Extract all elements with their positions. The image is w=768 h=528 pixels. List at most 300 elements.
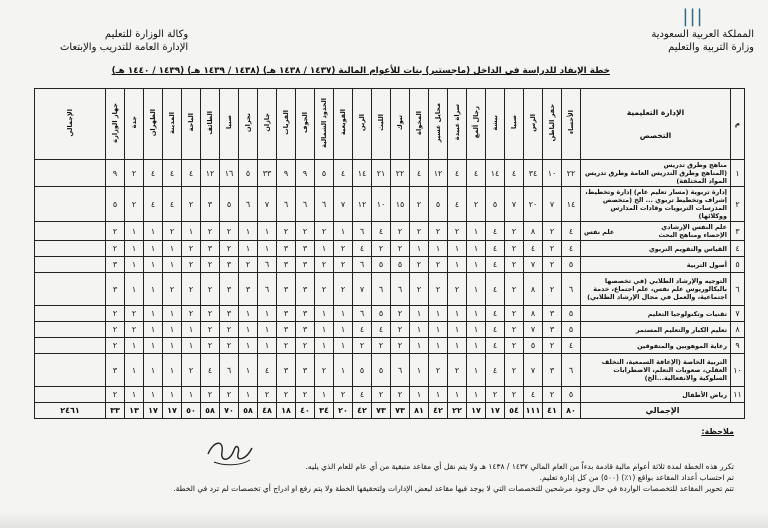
seat-count-cell: ٢ — [315, 257, 334, 273]
column-header — [106, 89, 125, 160]
column-header — [220, 89, 239, 160]
total-value-cell: ١٧ — [144, 403, 163, 419]
seat-count-cell: ٢ — [505, 354, 524, 387]
seat-count-cell: ١ — [334, 354, 353, 387]
seat-count-cell: ٢ — [315, 354, 334, 387]
column-header-label: حفر الباطن — [547, 103, 556, 142]
seat-count-cell: ١٠ — [372, 187, 391, 222]
row-number: ١ — [731, 160, 745, 187]
seat-count-cell: ٢ — [182, 187, 201, 222]
seat-count-cell: ٢ — [334, 257, 353, 273]
seat-count-cell: ١ — [448, 241, 467, 257]
seat-count-cell: ٧ — [505, 187, 524, 222]
row-number: ٤ — [731, 241, 745, 257]
column-header — [201, 89, 220, 160]
seat-count-cell: ٢ — [125, 306, 144, 322]
seat-count-cell: ٦ — [391, 354, 410, 387]
seat-count-cell: ١ — [239, 306, 258, 322]
seat-count-cell: ٤ — [353, 241, 372, 257]
seat-count-cell: ٢ — [410, 187, 429, 222]
seat-count-cell: ١ — [125, 273, 144, 306]
seat-count-cell: ٥ — [562, 387, 581, 403]
specialty-group: علم نفس — [584, 228, 615, 236]
seat-count-cell: ٢١ — [372, 160, 391, 187]
seat-count-cell: ٥ — [486, 187, 505, 222]
seat-count-cell: ٣ — [106, 273, 125, 306]
seat-count-cell: ١ — [410, 338, 429, 354]
seat-count-cell: ٢ — [163, 222, 182, 241]
seat-count-cell: ١ — [334, 338, 353, 354]
row-number: ٩ — [731, 338, 745, 354]
header-right — [651, 28, 754, 54]
column-header — [277, 89, 296, 160]
seat-count-cell: ١ — [410, 241, 429, 257]
seat-count-cell: ١ — [163, 322, 182, 338]
specialty-cell — [581, 241, 731, 257]
column-header-label: نجران — [243, 113, 252, 132]
seat-count-cell: ٢ — [543, 257, 562, 273]
seat-count-cell: ٢ — [220, 241, 239, 257]
seat-count-cell: ٦ — [258, 257, 277, 273]
total-value-cell: ٤٨ — [258, 403, 277, 419]
seat-count-cell: ٦ — [353, 222, 372, 241]
column-header-label: رجال ألمع — [471, 106, 480, 139]
column-header — [353, 89, 372, 160]
seat-count-cell — [35, 241, 106, 257]
specialty-name: إدارة تربوية (مسار تعليم عام) إدارة وتخطيط، إشراف وتخطيط تربوي ... الخ (متخصص المدرسات التربويات وقادات المدارس ووكلائها) — [585, 188, 727, 220]
seat-count-cell: ٤ — [486, 257, 505, 273]
seat-count-cell: ٢ — [505, 273, 524, 306]
seat-count-cell: ٢ — [182, 241, 201, 257]
column-header — [505, 89, 524, 160]
seat-count-cell: ٢ — [505, 338, 524, 354]
seat-count-cell: ٣ — [277, 354, 296, 387]
seat-count-cell: ١٢ — [201, 160, 220, 187]
seat-count-cell: ٢ — [410, 273, 429, 306]
table-row — [35, 160, 745, 187]
seat-count-cell: ٢ — [391, 306, 410, 322]
total-value-cell: ١٧ — [486, 403, 505, 419]
seat-count-cell: ١ — [410, 354, 429, 387]
seat-count-cell: ٣٤ — [524, 160, 543, 187]
ministry-name: وزارة التربية والتعليم — [668, 42, 754, 53]
seat-count-cell: ٢ — [391, 322, 410, 338]
seat-count-cell: ٣ — [201, 187, 220, 222]
seat-count-cell: ١ — [125, 257, 144, 273]
seat-count-cell: ٤ — [562, 241, 581, 257]
seat-count-cell: ٦ — [239, 187, 258, 222]
column-header — [410, 89, 429, 160]
total-value-cell: ٣٤ — [315, 403, 334, 419]
seat-count-cell: ١ — [182, 338, 201, 354]
seat-count-cell: ٣ — [106, 354, 125, 387]
seat-count-cell: ٤ — [353, 387, 372, 403]
total-value-cell: ٤٠ — [296, 403, 315, 419]
seat-count-cell: ١ — [315, 387, 334, 403]
seat-count-cell: ٢ — [391, 338, 410, 354]
specialty-cell — [581, 222, 731, 241]
seat-count-cell: ١٢ — [353, 187, 372, 222]
seat-count-cell: ٢ — [182, 273, 201, 306]
seat-count-cell: ٢ — [182, 257, 201, 273]
seat-count-cell: ٣ — [277, 322, 296, 338]
column-header-label: الرين — [357, 113, 366, 131]
seat-count-cell: ١ — [163, 306, 182, 322]
seat-count-cell: ٣ — [543, 354, 562, 387]
note-item: تتم تحوير المقاعد للتخصصات الواردة في حال وجود مرشحين للتخصصات التي لا يوجد فيها مقاعد لبعض الإدارات ولتحقيقها الخطة ولا يتم رفع او ادراج أي تخصصات لم ترد في الخطة. — [173, 484, 734, 493]
seat-count-cell: ١ — [429, 387, 448, 403]
seat-count-cell: ١٥ — [391, 187, 410, 222]
column-header — [543, 89, 562, 160]
seat-count-cell: ٩ — [106, 160, 125, 187]
column-header-label: الباحة — [186, 113, 195, 132]
seat-count-cell: ٣ — [296, 354, 315, 387]
seat-count-cell — [35, 187, 106, 222]
seat-count-cell: ٥ — [562, 322, 581, 338]
seat-count-cell: ٥ — [372, 257, 391, 273]
seat-count-cell: ٤ — [562, 222, 581, 241]
seat-count-cell: ٣ — [296, 322, 315, 338]
seat-count-cell: ٤ — [524, 241, 543, 257]
total-label: الإجمالي — [581, 403, 745, 419]
total-value-cell: ٢٤٦١ — [35, 403, 106, 419]
seat-count-cell: ٨ — [524, 222, 543, 241]
seat-count-cell: ٤ — [372, 222, 391, 241]
seat-count-cell: ٤ — [486, 306, 505, 322]
seat-count-cell: ٢ — [201, 306, 220, 322]
total-value-cell: ٨٠ — [562, 403, 581, 419]
seat-count-cell: ١ — [410, 306, 429, 322]
seat-count-cell: ١ — [448, 322, 467, 338]
seat-count-cell: ٣ — [220, 257, 239, 273]
seat-count-cell: ١ — [258, 322, 277, 338]
column-header-label: المخواة — [414, 110, 423, 135]
agency-name: وكالة الوزارة للتعليم — [104, 29, 189, 40]
seat-count-cell: ١ — [258, 338, 277, 354]
seat-count-cell: ٣ — [239, 273, 258, 306]
seat-count-cell — [35, 160, 106, 187]
table-row — [35, 241, 745, 257]
column-header — [391, 89, 410, 160]
total-value-cell: ١٧ — [467, 403, 486, 419]
seat-count-cell: ١ — [163, 338, 182, 354]
seat-count-cell: ١ — [448, 387, 467, 403]
seat-count-cell: ١ — [467, 306, 486, 322]
seat-count-cell: ٥ — [239, 160, 258, 187]
seat-count-cell: ٢ — [277, 222, 296, 241]
seat-count-cell: ٢ — [429, 257, 448, 273]
table-row — [35, 273, 745, 306]
total-value-cell: ٨١ — [410, 403, 429, 419]
seat-count-cell: ٢ — [125, 160, 144, 187]
column-header-label: سراة عبيدة — [452, 104, 461, 141]
note-item: تكرر هذه الخطة لمدة ثلاثة أعوام مالية قادمة بدءاً من العام المالي ١٤٣٧ / ١٤٣٨ هـ ولا يتم نقل أي مقاعد متبقية من أي عام للعام الذي يليه. — [305, 462, 734, 471]
table-row — [35, 354, 745, 387]
total-value-cell: ٣٣ — [106, 403, 125, 419]
seat-count-cell: ٢ — [163, 273, 182, 306]
seat-count-cell: ٤ — [505, 160, 524, 187]
seat-count-cell: ٤ — [144, 160, 163, 187]
country-name: المملكة العربية السعودية — [651, 29, 754, 40]
seat-count-cell: ٤ — [448, 187, 467, 222]
seat-count-cell: ٦ — [562, 273, 581, 306]
seat-count-cell: ١ — [334, 222, 353, 241]
table-row — [35, 222, 745, 241]
seat-count-cell: ٢ — [467, 187, 486, 222]
column-header — [448, 89, 467, 160]
seat-count-cell: ١ — [144, 273, 163, 306]
seat-count-cell: ١ — [239, 241, 258, 257]
seat-count-cell: ٤ — [486, 222, 505, 241]
seat-count-cell: ٢ — [220, 338, 239, 354]
seat-count-cell: ٢ — [429, 354, 448, 387]
seat-count-cell: ٢ — [543, 241, 562, 257]
seat-count-cell: ١٢ — [429, 160, 448, 187]
seat-count-cell: ٤ — [163, 160, 182, 187]
seat-count-cell — [35, 354, 106, 387]
note-item: تم احتساب أعداد المقاعد بواقع (١٪) (٥٠٠) من كل إدارة تعليم. — [539, 473, 734, 482]
row-number: ٥ — [731, 257, 745, 273]
seat-count-cell: ٢ — [220, 222, 239, 241]
seat-count-cell: ٢ — [372, 241, 391, 257]
total-value-cell: ١٣ — [125, 403, 144, 419]
total-value-cell: ٧٣ — [391, 403, 410, 419]
row-number: ٦ — [731, 273, 745, 306]
seat-count-cell: ٤ — [486, 273, 505, 306]
seat-count-cell: ٢ — [448, 273, 467, 306]
seat-count-cell: ١ — [467, 273, 486, 306]
corner-header — [581, 89, 731, 160]
ministry-logo-icon: ||| — [682, 6, 704, 27]
column-header-label: الرس — [528, 113, 537, 132]
seat-count-cell: ٢ — [391, 387, 410, 403]
specialty-cell — [581, 273, 731, 306]
seat-count-cell: ١ — [258, 241, 277, 257]
seat-count-cell: ١ — [239, 354, 258, 387]
seat-count-cell: ٥ — [562, 257, 581, 273]
seat-count-cell: ٧ — [334, 187, 353, 222]
seat-count-cell: ٦ — [296, 187, 315, 222]
seat-count-cell: ٢ — [106, 241, 125, 257]
table-row — [35, 338, 745, 354]
seat-count-cell: ٢ — [505, 387, 524, 403]
seat-count-cell: ٣ — [277, 273, 296, 306]
column-header-label: المدينة — [167, 111, 176, 134]
seat-count-cell: ١٤ — [353, 160, 372, 187]
specialty-name: التربية الخاصة (الإعاقة السمعية، التخلف العقلي، صعوبات التعلم، الاضطرابات السلوكية والانفعالية...الخ) — [601, 358, 727, 382]
seat-count-cell: ٢ — [106, 306, 125, 322]
total-value-cell: ٤٢ — [429, 403, 448, 419]
column-header — [35, 89, 106, 160]
seat-count-cell: ٦ — [353, 257, 372, 273]
seat-count-cell: ١ — [144, 354, 163, 387]
m-header: م — [731, 89, 745, 160]
seat-count-cell: ٤ — [524, 387, 543, 403]
seat-count-cell: ١ — [239, 322, 258, 338]
seat-count-cell — [35, 273, 106, 306]
signature-icon — [200, 432, 260, 472]
table-row — [35, 187, 745, 222]
seat-count-cell: ١ — [125, 222, 144, 241]
seat-count-cell: ١ — [467, 257, 486, 273]
seat-count-cell: ٢ — [372, 338, 391, 354]
row-number: ٧ — [731, 306, 745, 322]
seat-count-cell: ٤ — [410, 160, 429, 187]
seat-count-cell: ١ — [467, 222, 486, 241]
specialty-cell — [581, 387, 731, 403]
seat-count-cell: ٣ — [296, 273, 315, 306]
seat-count-cell: ٣ — [277, 306, 296, 322]
seat-count-cell: ٦ — [372, 273, 391, 306]
seat-count-cell: ٧ — [524, 257, 543, 273]
seat-count-cell: ٢ — [220, 387, 239, 403]
column-header — [334, 89, 353, 160]
seat-count-cell: ٢ — [391, 241, 410, 257]
seat-count-cell: ٢ — [106, 322, 125, 338]
seat-count-cell: ١ — [144, 306, 163, 322]
specialty-name: رعاية الموهوبين والمتفوقين — [637, 341, 727, 350]
seat-count-cell: ١ — [315, 322, 334, 338]
total-value-cell: ١٨ — [277, 403, 296, 419]
seat-count-cell: ٧ — [543, 187, 562, 222]
seat-count-cell: ١ — [429, 322, 448, 338]
column-header-label: الظهران — [148, 108, 157, 137]
seat-count-cell: ٤ — [467, 160, 486, 187]
seat-count-cell: ٢ — [505, 222, 524, 241]
table-row — [35, 322, 745, 338]
seat-count-cell: ١ — [448, 306, 467, 322]
plan-table — [34, 88, 745, 419]
total-value-cell: ١٧ — [163, 403, 182, 419]
seat-count-cell: ١ — [125, 338, 144, 354]
seat-count-cell: ٤ — [448, 160, 467, 187]
seat-count-cell: ٢ — [296, 338, 315, 354]
specialty-cell — [581, 257, 731, 273]
seat-count-cell: ٢ — [410, 222, 429, 241]
seat-count-cell: ١ — [315, 338, 334, 354]
seat-count-cell: ٥ — [524, 338, 543, 354]
seat-count-cell: ٢ — [372, 387, 391, 403]
seat-count-cell: ٢ — [182, 354, 201, 387]
table-row — [35, 257, 745, 273]
row-number: ٣ — [731, 222, 745, 241]
column-header-label: جازان — [262, 113, 271, 132]
seat-count-cell — [35, 257, 106, 273]
seat-count-cell: ٣٣ — [258, 160, 277, 187]
seat-count-cell: ٥ — [353, 354, 372, 387]
seat-count-cell — [35, 306, 106, 322]
seat-count-cell: ٤ — [353, 322, 372, 338]
seat-count-cell: ٤ — [334, 160, 353, 187]
total-value-cell: ٥٨ — [239, 403, 258, 419]
seat-count-cell: ١ — [144, 338, 163, 354]
seat-count-cell: ١ — [144, 222, 163, 241]
seat-count-cell: ٧ — [353, 273, 372, 306]
seat-count-cell: ٧ — [258, 187, 277, 222]
seat-count-cell: ٤ — [486, 354, 505, 387]
seat-count-cell: ٣ — [543, 322, 562, 338]
seat-count-cell: ٢ — [201, 273, 220, 306]
seat-count-cell: ٢ — [220, 322, 239, 338]
column-header-label: القريات — [281, 110, 290, 135]
column-header-label: الطائف — [205, 110, 214, 135]
seat-count-cell: ٥ — [315, 160, 334, 187]
seat-count-cell: ١٤ — [562, 187, 581, 222]
seat-count-cell: ١ — [448, 338, 467, 354]
column-header-label: الحدود الشمالية — [319, 97, 328, 148]
seat-count-cell: ٢٠ — [524, 187, 543, 222]
specialty-name: مناهج وطرق تدريس — [663, 161, 727, 169]
seat-count-cell: ٣ — [296, 241, 315, 257]
document-title: خطة الإيفاد للدراسة في الداخل (ماجستير) بنات للأعوام المالية (١٤٣٧ / ١٤٣٨ هـ) (١٤٣٨ / ١٤٣٩ هـ) (١٤٣٩ / ١٤٤٠ هـ) — [111, 66, 610, 76]
seat-count-cell: ٣ — [201, 241, 220, 257]
seat-count-cell: ٢ — [277, 387, 296, 403]
seat-count-cell: ٩ — [296, 160, 315, 187]
seat-count-cell: ١ — [334, 306, 353, 322]
row-number: ٢ — [731, 187, 745, 222]
seat-count-cell: ١ — [467, 322, 486, 338]
seat-count-cell: ٢ — [505, 322, 524, 338]
seat-count-cell: ١ — [467, 387, 486, 403]
seat-count-cell: ٣ — [106, 257, 125, 273]
specialty-name: علم النفس الإرشادي — [661, 223, 727, 231]
seat-count-cell: ٢ — [258, 387, 277, 403]
column-header-label: جهاز الوزارة — [110, 102, 119, 143]
seat-count-cell: ٥ — [106, 187, 125, 222]
seat-count-cell: ٢ — [543, 338, 562, 354]
total-value-cell: ٤٢ — [353, 403, 372, 419]
seat-count-cell: ١ — [429, 241, 448, 257]
seat-count-cell — [35, 338, 106, 354]
seat-count-cell: ٢ — [543, 222, 562, 241]
seat-count-cell: ١ — [125, 354, 144, 387]
seat-count-cell: ٤ — [144, 187, 163, 222]
seat-count-cell: ٦ — [562, 354, 581, 387]
seat-count-cell: ١ — [448, 257, 467, 273]
seat-count-cell: ١ — [258, 306, 277, 322]
column-header — [486, 89, 505, 160]
seat-count-cell: ١ — [467, 354, 486, 387]
seat-count-cell: ١ — [239, 338, 258, 354]
seat-count-cell: ١ — [410, 322, 429, 338]
seat-count-cell: ٣ — [296, 306, 315, 322]
column-header-label: محايل عسير — [433, 102, 442, 143]
column-header-label: جدة — [129, 116, 138, 129]
seat-count-cell: ١ — [258, 222, 277, 241]
specialty-cell — [581, 187, 731, 222]
specialty-sub: الإحصاء ومناهج البحث — [658, 231, 727, 239]
specialty-name: التوجيه والإرشاد الطلابي (في تخصصها بالبكالوريوس علم نفس، علم اجتماع، خدمة اجتماعية، والعمل في مجال الإرشاد الطلابي) — [587, 277, 727, 301]
seat-count-cell: ٧ — [524, 322, 543, 338]
row-number: ١١ — [731, 387, 745, 403]
total-value-cell: ٧٠ — [220, 403, 239, 419]
column-header — [296, 89, 315, 160]
seat-count-cell: ٢ — [201, 387, 220, 403]
column-header — [315, 89, 334, 160]
specialty-cell — [581, 338, 731, 354]
seat-count-cell: ١ — [163, 387, 182, 403]
seat-count-cell: ١ — [239, 222, 258, 241]
seat-count-cell: ٣ — [220, 306, 239, 322]
seat-count-cell: ٦ — [353, 306, 372, 322]
column-header-label: تبوك — [395, 114, 404, 131]
column-header — [125, 89, 144, 160]
seat-count-cell: ٢ — [505, 306, 524, 322]
seat-count-cell: ٢ — [201, 338, 220, 354]
seat-count-cell: ٢ — [315, 222, 334, 241]
total-value-cell: ٤١ — [543, 403, 562, 419]
total-value-cell: ٢٠ — [334, 403, 353, 419]
